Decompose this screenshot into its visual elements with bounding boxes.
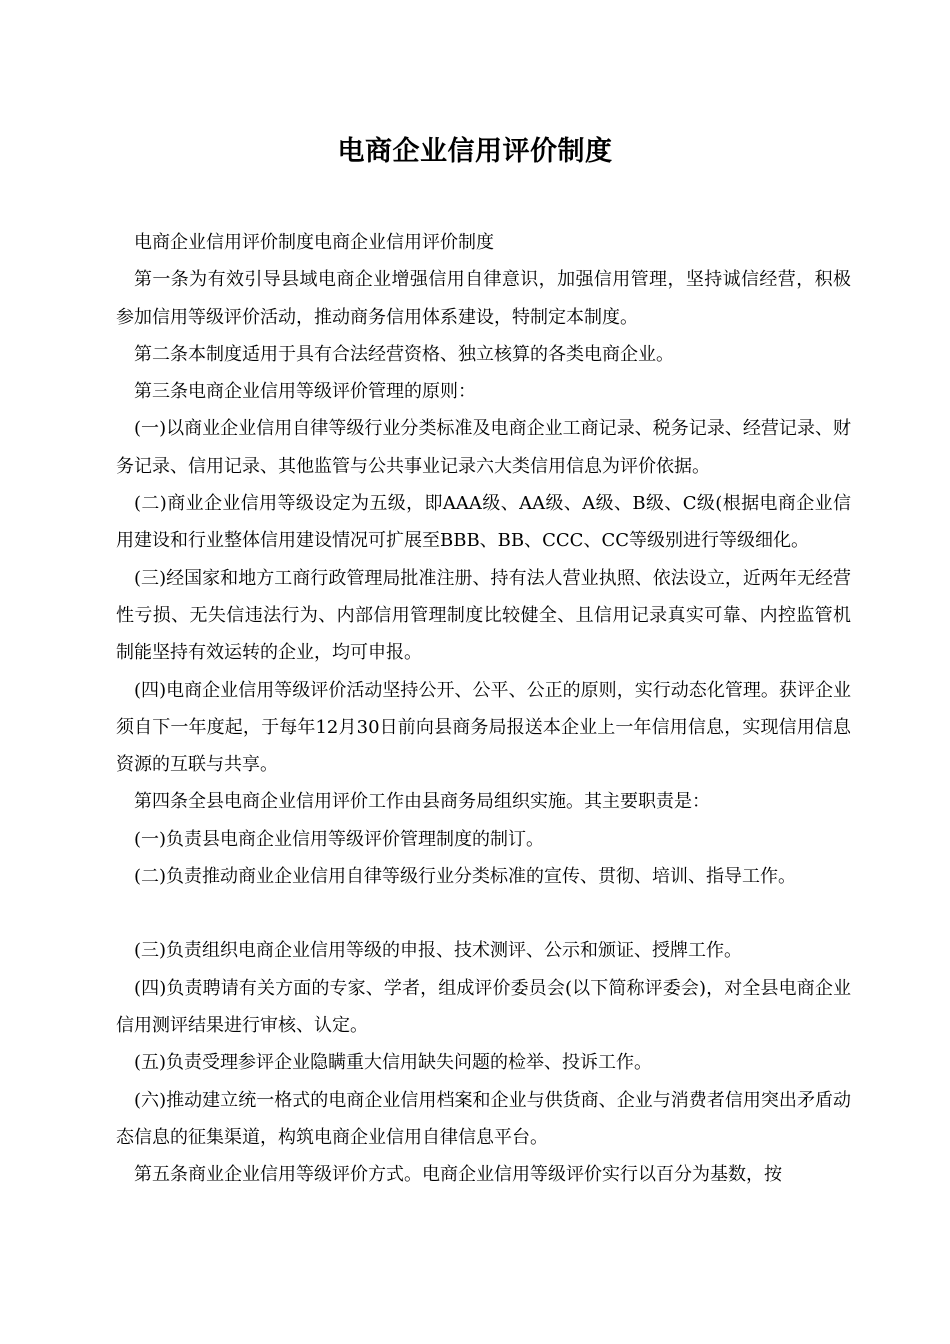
paragraph: (二)负责推动商业企业信用自律等级行业分类标准的宣传、贯彻、培训、指导工作。 [134, 866, 797, 888]
paragraph: (四)电商企业信用等级评价活动坚持公开、公平、公正的原则，实行动态化管理。获评企业须自下一年度起，于每年12月30日前向县商务局报送本企业上一年信用信息，实现信用信息资源的互联与共享。 [116, 679, 851, 776]
paragraph: (一)以商业企业信用自律等级行业分类标准及电商企业工商记录、税务记录、经营记录、财务记录、信用记录、其他监管与公共事业记录六大类信用信息为评价依据。 [116, 418, 851, 477]
paragraph: (六)推动建立统一格式的电商企业信用档案和企业与供货商、企业与消费者信用突出矛盾动态信息的征集渠道，构筑电商企业信用自律信息平台。 [116, 1089, 851, 1148]
paragraph: (三)负责组织电商企业信用等级的申报、技术测评、公示和颁证、授牌工作。 [134, 940, 743, 962]
paragraph: 第四条全县电商企业信用评价工作由县商务局组织实施。其主要职责是： [134, 791, 710, 813]
document-body [116, 224, 851, 1193]
paragraph: 电商企业信用评价制度电商企业信用评价制度 [134, 232, 494, 253]
paragraph: (五)负责受理参评企业隐瞒重大信用缺失问题的检举、投诉工作。 [134, 1052, 653, 1074]
paragraph: (一)负责县电商企业信用等级评价管理制度的制订。 [134, 828, 545, 850]
paragraph: 第三条电商企业信用等级评价管理的原则： [134, 381, 476, 403]
paragraph: (四)负责聘请有关方面的专家、学者，组成评价委员会(以下简称评委会)，对全县电商企业信用测评结果进行审核、认定。 [116, 977, 851, 1036]
document-title: 电商企业信用评价制度 [337, 136, 613, 167]
paragraph: 第五条商业企业信用等级评价方式。电商企业信用等级评价实行以百分为基数，按 [134, 1164, 782, 1186]
paragraph: 第二条本制度适用于具有合法经营资格、独立核算的各类电商企业。 [134, 343, 674, 365]
paragraph: (二)商业企业信用等级设定为五级，即AAA级、AA级、A级、B级、C级(根据电商企业信用建设和行业整体信用建设情况可扩展至BBB、BB、CCC、CC等级别进行等级细化。 [116, 493, 851, 552]
paragraph: (三)经国家和地方工商行政管理局批准注册、持有法人营业执照、依法设立，近两年无经营性亏损、无失信违法行为、内部信用管理制度比较健全、且信用记录真实可靠、内控监管机制能坚持有效运转的企业，均可申报。 [116, 567, 851, 664]
paragraph: 第一条为有效引导县域电商企业增强信用自律意识，加强信用管理，坚持诚信经营，积极参加信用等级评价活动，推动商务信用体系建设，特制定本制度。 [116, 269, 851, 328]
